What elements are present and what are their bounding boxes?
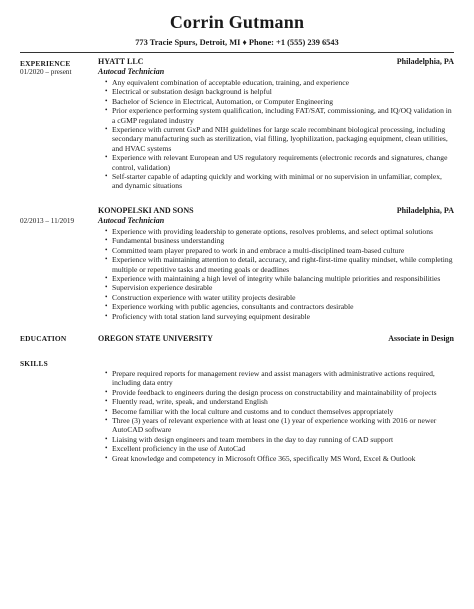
list-item: • Experience working with public agencies, consultants and contractors desirable — [106, 302, 454, 311]
job-entry — [20, 206, 454, 321]
job-role: Autocad Technician — [98, 215, 165, 225]
list-item: • Electrical or substation design background is helpful — [106, 87, 454, 96]
list-item: • Prior experience performing system qualification, including FAT/SAT, commissioning, and IQ/OQ validation in a cGMP regulated industry — [106, 106, 454, 125]
education-section — [20, 334, 454, 344]
job-dates: 02/2013 – 11/2019 — [20, 216, 75, 225]
candidate-name: Corrin Gutmann — [169, 12, 305, 32]
list-item: • Self-starter capable of adapting quickly and working with minimal or no supervision in unfamiliar, complex, and dynamic situations — [106, 172, 454, 191]
job-bullets — [98, 227, 454, 321]
skills-label: SKILLS — [20, 358, 48, 368]
experience-label: EXPERIENCE — [20, 59, 71, 68]
list-item: • Fundamental business understanding — [106, 236, 454, 245]
education-label: EDUCATION — [20, 333, 67, 343]
list-item: • Experience with providing leadership to generate options, resolves problems, and select optimal solutions — [106, 227, 454, 236]
job-company: HYATT LLC — [98, 57, 144, 66]
list-item: • Excellent proficiency in the use of AutoCad — [106, 444, 454, 453]
job-entry — [20, 57, 454, 191]
job-location: Philadelphia, PA — [396, 205, 454, 215]
job-company: KONOPELSKI AND SONS — [98, 205, 194, 215]
list-item: • Construction experience with water utility projects desirable — [106, 293, 454, 302]
contact-line: 773 Tracie Spurs, Detroit, MI ♦ Phone: +1 (555) 239 6543 — [135, 38, 339, 47]
skills-bullets — [98, 369, 454, 463]
list-item: • Committed team player prepared to work in and embrace a multi-disciplined team-based culture — [106, 246, 454, 255]
job-role: Autocad Technician — [98, 67, 165, 76]
education-degree: Associate in Design — [388, 333, 454, 343]
job-location: Philadelphia, PA — [396, 57, 454, 66]
list-item: • Proficiency with total station land surveying equipment desirable — [106, 312, 454, 321]
job-dates: 01/2020 – present — [20, 68, 72, 76]
list-item: • Three (3) years of relevant experience with at least one (1) year of experience working with 2016 or newer AutoCAD software — [106, 416, 454, 435]
list-item: • Supervision experience desirable — [106, 283, 454, 292]
list-item: • Great knowledge and competency in Microsoft Office 365, specifically MS Word, Excel & Outlook — [106, 454, 454, 463]
education-school: OREGON STATE UNIVERSITY — [98, 333, 213, 343]
list-item: • Provide feedback to engineers during the design process on constructability and maintainability of projects — [106, 388, 454, 397]
list-item: • Experience with maintaining attention to detail, accuracy, and right-first-time quality mindset, while completing multiple or repetitive tasks and meeting goals or deadlines — [106, 255, 454, 274]
list-item: • Become familiar with the local culture and customs and to conduct themselves appropriately — [106, 407, 454, 416]
header-divider — [20, 52, 454, 53]
list-item: • Experience with maintaining a high level of integrity while balancing multiple priorities and responsibilities — [106, 274, 454, 283]
list-item: • Liaising with design engineers and team members in the day to day running of CAD support — [106, 435, 454, 444]
list-item: • Fluently read, write, speak, and understand English — [106, 397, 454, 406]
skills-section — [20, 359, 454, 463]
list-item: • Any equivalent combination of acceptable education, training, and experience — [106, 78, 454, 87]
list-item: • Bachelor of Science in Electrical, Automation, or Computer Engineering — [106, 97, 454, 106]
list-item: • Prepare required reports for management review and assist managers with administrative actions required, including data entry — [106, 369, 454, 388]
job-bullets — [98, 78, 454, 191]
list-item: • Experience with relevant European and US regulatory requirements (electronic records and signatures, change control, validation) — [106, 153, 454, 172]
list-item: • Experience with current GxP and NIH guidelines for large scale recombinant biological processing, including secondary manufacturing such as sterilization, vial filling, lyophilization, packaging equipment, clean utilities, and HVAC systems — [106, 125, 454, 153]
